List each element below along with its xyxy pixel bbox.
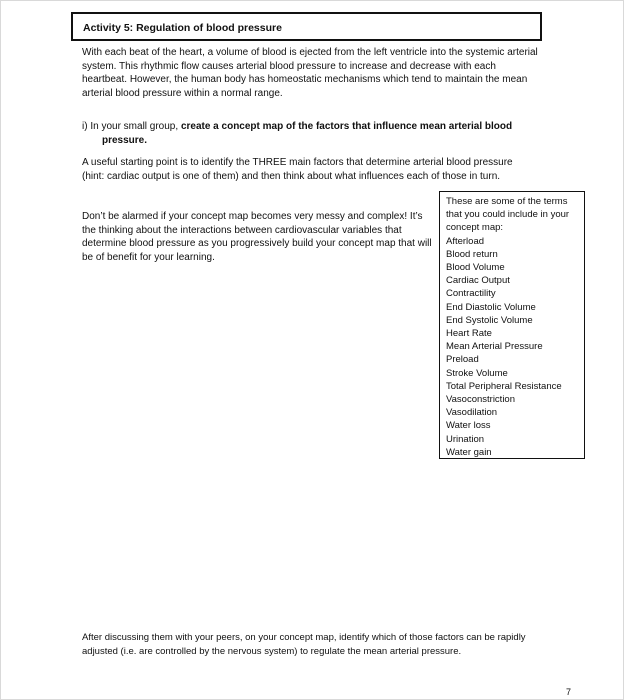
- term-item: Preload: [446, 354, 479, 366]
- term-item: Afterload: [446, 235, 485, 247]
- term-item: Total Peripheral Resistance: [446, 380, 562, 392]
- term-item: Stroke Volume: [446, 367, 508, 379]
- reassurance-paragraph: Don’t be alarmed if your concept map becomes very messy and complex! It’s the thinking about the interactions between cardiovascular variables that determine blood pressure as you progressively build your concept map that will be of benefit for your learning.: [82, 211, 432, 263]
- term-item: Heart Rate: [446, 328, 492, 340]
- term-item: Cardiac Output: [446, 275, 510, 287]
- term-item: Water loss: [446, 420, 491, 432]
- page-number: 7: [566, 687, 572, 697]
- term-item: Blood return: [446, 248, 498, 260]
- task-paragraph: [82, 120, 552, 147]
- activity-title-box: [71, 12, 542, 41]
- term-item: Blood Volume: [446, 262, 505, 274]
- closing-paragraph: After discussing them with your peers, on your concept map, identify which of those factors can be rapidly adjusted (i.e. are controlled by the nervous system) to regulate the mean arterial pressure.: [82, 632, 526, 657]
- terms-box: [439, 191, 585, 459]
- task-bold-line-2: pressure.: [102, 134, 148, 146]
- terms-list: [446, 235, 580, 459]
- term-item: End Systolic Volume: [446, 314, 533, 326]
- activity-title: Activity 5: Regulation of blood pressure: [83, 22, 282, 34]
- terms-intro: These are some of the terms that you could include in your concept map:: [446, 196, 570, 234]
- task-lead: i) In your small group,: [82, 121, 181, 132]
- starting-point-paragraph: A useful starting point is to identify the THREE main factors that determine arterial blood pressure (hint: cardiac output is one of them) and then think about what influences each of those in turn.: [82, 157, 513, 182]
- term-item: Water gain: [446, 446, 492, 458]
- term-item: Urination: [446, 433, 485, 445]
- term-item: Vasodilation: [446, 407, 498, 419]
- term-item: Mean Arterial Pressure: [446, 341, 543, 353]
- term-item: Vasoconstriction: [446, 394, 515, 406]
- task-bold-line-1: create a concept map of the factors that influence mean arterial blood: [180, 121, 513, 132]
- term-item: Contractility: [446, 288, 496, 300]
- term-item: End Diastolic Volume: [446, 301, 536, 313]
- intro-paragraph: With each beat of the heart, a volume of blood is ejected from the left ventricle into the systemic arterial system. This rhythmic flow causes arterial blood pressure to increase and decrease with each heartbeat. However, the human body has homeostatic mechanisms which tend to maintain the mean arterial blood pressure within a normal range.: [82, 47, 538, 99]
